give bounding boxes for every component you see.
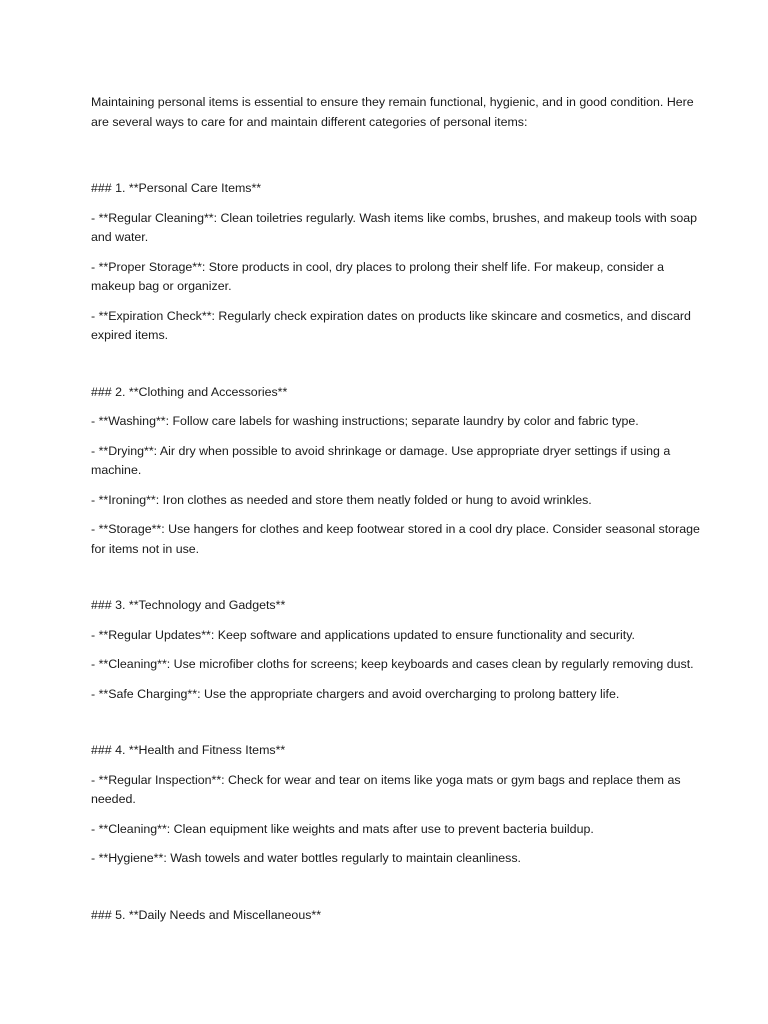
section-technology xyxy=(91,596,708,704)
section-heading: ### 3. **Technology and Gadgets** xyxy=(91,598,286,612)
section-health-fitness xyxy=(91,741,708,869)
bullet-item: - **Regular Inspection**: Check for wear and tear on items like yoga mats or gym bags and replace them as needed. xyxy=(91,772,681,806)
bullet-item: - **Cleaning**: Use microfiber cloths for screens; keep keyboards and cases clean by regularly removing dust. xyxy=(91,657,694,671)
section-heading: ### 5. **Daily Needs and Miscellaneous** xyxy=(91,907,322,922)
bullet-item: - **Regular Updates**: Keep software and applications updated to ensure functionality and security. xyxy=(91,627,635,642)
bullet-item: - **Drying**: Air dry when possible to avoid shrinkage or damage. Use appropriate dryer settings if using a machine. xyxy=(91,443,671,477)
intro-paragraph: Maintaining personal items is essential to ensure they remain functional, hygienic, and in good condition. Here are several ways to care for and maintain different categories of personal items: xyxy=(91,95,694,129)
section-heading: ### 4. **Health and Fitness Items** xyxy=(91,743,286,757)
bullet-item: - **Ironing**: Iron clothes as needed and store them neatly folded or hung to avoid wrinkles. xyxy=(91,492,592,507)
bullet-item: - **Cleaning**: Clean equipment like weights and mats after use to prevent bacteria buildup. xyxy=(91,821,594,836)
bullet-item: - **Safe Charging**: Use the appropriate chargers and avoid overcharging to prolong battery life. xyxy=(91,686,620,701)
bullet-item: - **Expiration Check**: Regularly check expiration dates on products like skincare and cosmetics, and discard expired items. xyxy=(91,308,691,342)
bullet-item: - **Hygiene**: Wash towels and water bottles regularly to maintain cleanliness. xyxy=(91,851,521,865)
section-clothing xyxy=(91,383,708,560)
bullet-item: - **Storage**: Use hangers for clothes and keep footwear stored in a cool dry place. Consider seasonal storage for items not in use. xyxy=(91,522,700,556)
section-heading: ### 1. **Personal Care Items** xyxy=(91,181,262,195)
section-daily-needs xyxy=(91,906,708,926)
bullet-item: - **Washing**: Follow care labels for washing instructions; separate laundry by color and fabric type. xyxy=(91,414,639,428)
section-personal-care xyxy=(91,179,708,346)
bullet-item: - **Regular Cleaning**: Clean toiletries regularly. Wash items like combs, brushes, and makeup tools with soap and water. xyxy=(91,210,698,244)
bullet-item: - **Proper Storage**: Store products in cool, dry places to prolong their shelf life. For makeup, consider a makeup bag or organizer. xyxy=(91,259,665,293)
section-heading: ### 2. **Clothing and Accessories** xyxy=(91,384,288,399)
